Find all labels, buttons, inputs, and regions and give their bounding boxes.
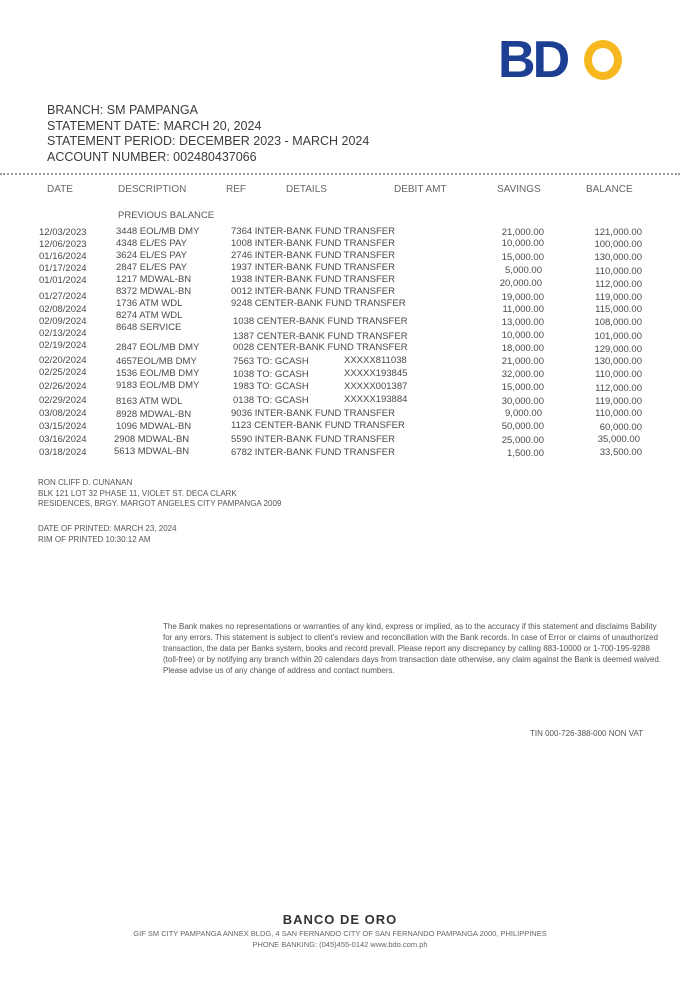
description-cell: 4657EOL/MB DMY: [116, 356, 197, 367]
bdo-logo: [498, 31, 630, 89]
description-cell: 2847 EL/ES PAY: [116, 262, 187, 273]
details-cell: 7563 TO: GCASH: [233, 356, 309, 367]
savings-cell: 20,000.00: [499, 278, 542, 289]
date-cell: 02/08/2024: [39, 304, 87, 315]
date-cell: 02/19/2024: [39, 340, 87, 351]
savings-cell: 1,500.00: [507, 448, 544, 459]
gcash-account-cell: XXXXX811038: [344, 355, 407, 366]
balance-cell: 130,000.00: [594, 356, 642, 367]
date-cell: 02/26/2024: [39, 381, 87, 392]
statement-header: [47, 103, 369, 165]
details-cell: 6782 INTER-BANK FUND TRANSFER: [231, 447, 395, 458]
previous-balance-label: PREVIOUS BALANCE: [118, 210, 215, 221]
details-cell: 0138 TO: GCASH: [233, 395, 309, 406]
date-cell: 01/27/2024: [39, 291, 87, 302]
col-savings: SAVINGS: [497, 184, 541, 195]
date-cell: 12/06/2023: [39, 239, 87, 250]
description-cell: 3448 EOL/MB DMY: [116, 226, 200, 237]
date-cell: 01/17/2024: [39, 263, 87, 274]
balance-cell: 119,000.00: [595, 396, 642, 407]
col-debit-amt: DEBIT AMT: [394, 184, 447, 195]
date-cell: 02/20/2024: [39, 355, 87, 366]
details-cell: 1008 INTER-BANK FUND TRANSFER: [231, 238, 395, 249]
balance-cell: 129,000.00: [594, 344, 642, 355]
logo-letter-b: B: [498, 31, 533, 89]
details-cell: 0012 INTER-BANK FUND TRANSFER: [231, 286, 395, 297]
savings-cell: 13,000.00: [501, 317, 544, 328]
date-cell: 03/08/2024: [39, 408, 87, 419]
customer-address-block: [38, 478, 281, 510]
details-cell: 7364 INTER-BANK FUND TRANSFER: [231, 226, 395, 237]
footer-phone: PHONE BANKING: (045)455-0142 www.bdo.com.ph: [252, 939, 428, 949]
account-number: ACCOUNT NUMBER: 002480437066: [47, 149, 257, 164]
dotted-divider: [0, 173, 680, 175]
balance-cell: 35,000.00: [597, 434, 640, 445]
date-cell: 02/29/2024: [39, 395, 87, 406]
details-cell: 5590 INTER-BANK FUND TRANSFER: [231, 434, 395, 445]
description-cell: 8274 ATM WDL: [116, 310, 183, 321]
savings-cell: 32,000.00: [501, 369, 544, 380]
savings-cell: 5,000.00: [505, 265, 542, 276]
details-cell: 2746 INTER-BANK FUND TRANSFER: [231, 250, 395, 261]
balance-cell: 100,000.00: [594, 239, 642, 250]
date-cell: 03/16/2024: [39, 434, 87, 445]
description-cell: 1217 MDWAL-BN: [116, 274, 192, 285]
date-cell: 02/25/2024: [39, 367, 87, 378]
date-cell: 03/18/2024: [39, 447, 87, 458]
description-cell: 9183 EOL/MB DMY: [116, 380, 200, 391]
footer-address: GIF SM CITY PAMPANGA ANNEX BLDG, 4 SAN FERNANDO CITY OF SAN FERNANDO PAMPANGA 2000, PHILIPPINES: [133, 929, 547, 938]
col-date: DATE: [47, 184, 73, 195]
balance-cell: 115,000.00: [595, 304, 642, 315]
logo-text: [498, 31, 567, 89]
savings-cell: 15,000.00: [501, 252, 544, 263]
balance-cell: 108,000.00: [594, 317, 642, 328]
savings-cell: 9,000.00: [505, 408, 542, 419]
savings-cell: 21,000.00: [501, 356, 544, 367]
description-cell: 4348 EL/ES PAY: [116, 238, 187, 249]
balance-cell: 112,000.00: [595, 279, 642, 290]
date-cell: 02/13/2024: [39, 328, 87, 339]
balance-cell: 33,500.00: [599, 447, 642, 458]
balance-cell: 112,000.00: [595, 383, 642, 394]
footer-bank-name: BANCO DE ORO: [282, 912, 398, 927]
gcash-account-cell: XXXXX193845: [344, 368, 408, 379]
details-cell: 1123 CENTER-BANK FUND TRANSFER: [231, 420, 405, 431]
disclaimer-text: The Bank makes no representations or warranties of any kind, express or implied, as to the accuracy if this statement and disclaims Bability for any errors. This statement is subject to client's review and reconciliation with the Bank records. In case of Error or claims of unauthorized transaction, the data per Banks system, books and record prevall. Please report any discrepancy by calling 883-10000 or 1-700-195-9288 (toll-free) or by notifying any branch within 20 calendars days from transaction date otherwise, any claim against the Bank is deemed waived. Please advise us of any change of address and contact numbers.: [163, 622, 662, 675]
description-cell: 8928 MDWAL-BN: [116, 409, 192, 420]
balance-cell: 130,000.00: [594, 252, 642, 263]
savings-cell: 10,000.00: [501, 238, 544, 249]
balance-cell: 121,000.00: [594, 227, 642, 238]
balance-cell: 110,000.00: [595, 266, 642, 277]
date-cell: 03/15/2024: [39, 421, 87, 432]
savings-cell: 19,000.00: [501, 292, 544, 303]
savings-cell: 21,000.00: [501, 227, 544, 238]
savings-cell: 25,000.00: [501, 435, 544, 446]
customer-name: RON CLIFF D. CUNANAN: [38, 478, 133, 487]
customer-address-line-2: RESIDENCES, BRGY. MARGOT ANGELES CITY PAMPANGA 2009: [38, 499, 282, 508]
balance-cell: 110,000.00: [595, 408, 642, 419]
details-cell: 1983 TO: GCASH: [233, 381, 309, 392]
gcash-account-cell: XXXXX001387: [344, 381, 408, 392]
customer-address-line-1: BLK 121 LOT 32 PHASE 11, VIOLET ST. DECA CLARK: [38, 488, 237, 498]
col-description: DESCRIPTION: [118, 184, 187, 195]
balance-cell: 110,000.00: [595, 369, 642, 380]
description-cell: 2847 EOL/MB DMY: [116, 342, 200, 353]
details-cell: 1937 INTER-BANK FUND TRANSFER: [231, 262, 395, 273]
date-cell: 01/16/2024: [39, 251, 87, 262]
savings-cell: 15,000.00: [501, 382, 544, 393]
description-cell: 8372 MDWAL-BN: [116, 286, 192, 297]
balance-cell: 119,000.00: [595, 292, 642, 303]
gcash-account-cell: XXXXX193884: [344, 394, 408, 405]
details-cell: 0028 CENTER-BANK FUND TRANSFER: [233, 342, 408, 353]
branch: BRANCH: SM PAMPANGA: [47, 103, 198, 117]
details-cell: 1938 INTER-BANK FUND TRANSFER: [231, 274, 395, 285]
savings-cell: 30,000.00: [501, 396, 544, 407]
footer-address-block: [0, 929, 680, 950]
description-cell: 8163 ATM WDL: [116, 396, 183, 407]
date-cell: 01/01/2024: [39, 275, 87, 286]
description-cell: 3624 EL/ES PAY: [116, 250, 187, 261]
savings-cell: 50,000.00: [501, 421, 544, 432]
details-cell: 1038 TO: GCASH: [233, 369, 309, 380]
description-cell: 5613 MDWAL-BN: [114, 446, 190, 457]
logo-letter-d: D: [532, 31, 568, 89]
details-cell: 1038 CENTER-BANK FUND TRANSFER: [233, 316, 408, 327]
description-cell: 1536 EOL/MB DMY: [116, 368, 200, 379]
col-details: DETAILS: [286, 184, 327, 195]
details-cell: 1387 CENTER-BANK FUND TRANSFER: [233, 331, 408, 342]
date-cell: 02/09/2024: [39, 316, 87, 327]
balance-cell: 101,000.00: [594, 331, 642, 342]
statement-period: STATEMENT PERIOD: DECEMBER 2023 - MARCH 2024: [47, 134, 370, 148]
printed-info: [38, 524, 177, 545]
description-cell: 2908 MDWAL-BN: [114, 434, 190, 445]
statement-date: STATEMENT DATE: MARCH 20, 2024: [47, 118, 262, 133]
date-cell: 12/03/2023: [39, 227, 87, 238]
description-cell: 8648 SERVICE: [116, 322, 182, 333]
logo-o-ring: [584, 40, 622, 80]
savings-cell: 10,000.00: [501, 330, 544, 341]
description-cell: 1736 ATM WDL: [116, 298, 183, 309]
description-cell: 1096 MDWAL-BN: [116, 421, 192, 432]
details-cell: 9036 INTER-BANK FUND TRANSFER: [231, 408, 395, 419]
col-ref: REF: [226, 184, 246, 195]
col-balance: BALANCE: [586, 184, 633, 195]
printed-date: DATE OF PRINTED: MARCH 23, 2024: [38, 524, 177, 533]
details-cell: 9248 CENTER-BANK FUND TRANSFER: [231, 298, 406, 309]
tin-number: TIN 000-726-388-000 NON VAT: [530, 729, 644, 738]
savings-cell: 11,000.00: [502, 304, 544, 315]
savings-cell: 18,000.00: [501, 343, 544, 354]
balance-cell: 60,000.00: [599, 422, 642, 433]
printed-time: RIM OF PRINTED 10:30:12 AM: [38, 534, 151, 544]
